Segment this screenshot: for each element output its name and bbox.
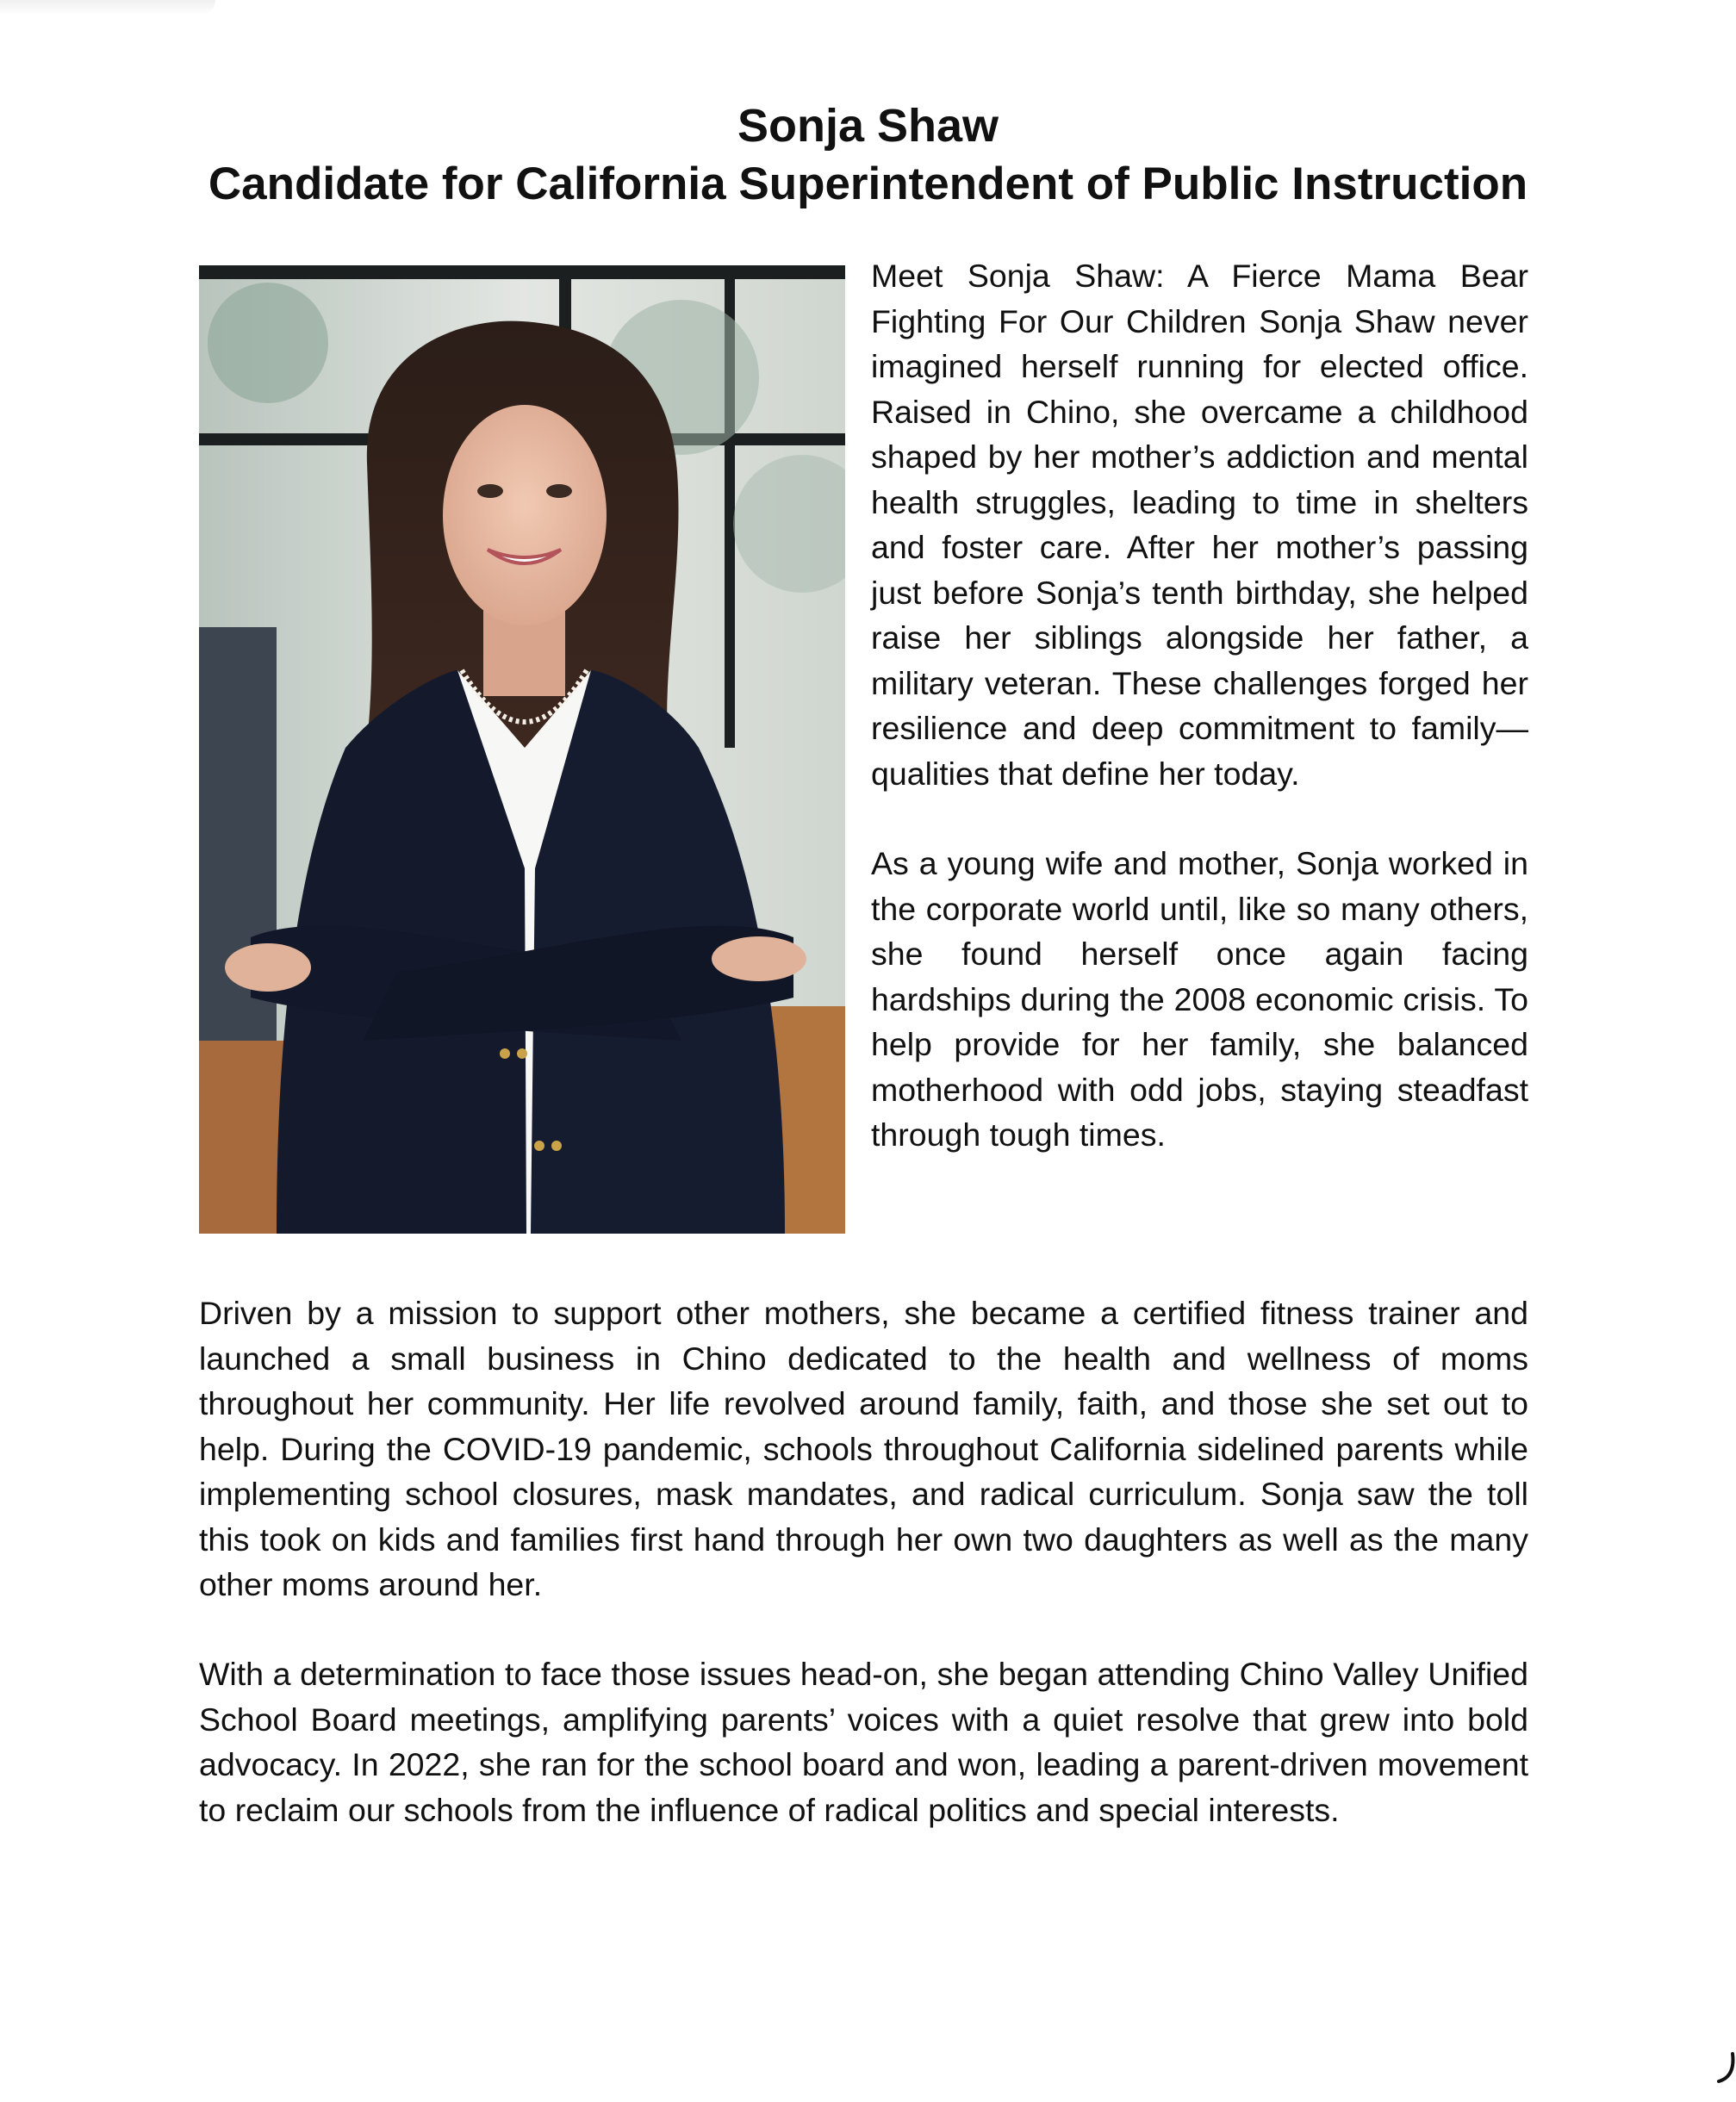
- page-curl-icon: [1717, 2050, 1736, 2085]
- paragraph-intro: Meet Sonja Shaw: A Fierce Mama Bear Fighting For Our Children Sonja Shaw never imagined herself running for elected office. Raised in Chino, she overcame a childhood shaped by her mother’s addiction and mental health struggles, leading to time in shelters and foster care. After her mother’s passing just before Sonja’s tenth birthday, she helped raise her siblings alongside her father, a military veteran. These challenges forged her resilience and deep commitment to family—qualities that define her today.: [871, 258, 1528, 792]
- paragraph-fitness-covid: Driven by a mission to support other mothers, she became a certified fitness trainer and launched a small business in Chino dedicated to the health and wellness of moms throughout her community. Her life revolved around family, faith, and those she set out to help. During the COVID-19 pandemic, schools throughout California sidelined parents while implementing school closures, mask mandates, and radical curriculum. Sonja saw the toll this took on kids and families first hand through her own two daughters as well as the many other moms around her.: [199, 1295, 1528, 1602]
- paragraph-corporate: As a young wife and mother, Sonja worked in the corporate world until, like so many others, she found herself once again facing hardships during the 2008 economic crisis. To help provide for her family, she balanced motherhood with odd jobs, staying steadfast through tough times.: [871, 845, 1528, 1153]
- candidate-portrait-icon: [199, 265, 845, 1234]
- candidate-name: Sonja Shaw: [737, 100, 999, 152]
- paragraph-school-board: With a determination to face those issues head-on, she began attending Chino Valley Unified School Board meetings, amplifying parents’ voices with a quiet resolve that grew into bold advocacy. In 2022, she ran for the school board and won, leading a parent-driven movement to reclaim our schools from the influence of radical politics and special interests.: [199, 1656, 1528, 1828]
- candidate-title: Candidate for California Superintendent of Public Instruction: [208, 159, 1528, 209]
- intro-column: [871, 253, 1528, 1158]
- page-corner-shadow: [0, 0, 215, 16]
- candidate-portrait-photo: [199, 265, 845, 1234]
- document-header: [0, 96, 1736, 214]
